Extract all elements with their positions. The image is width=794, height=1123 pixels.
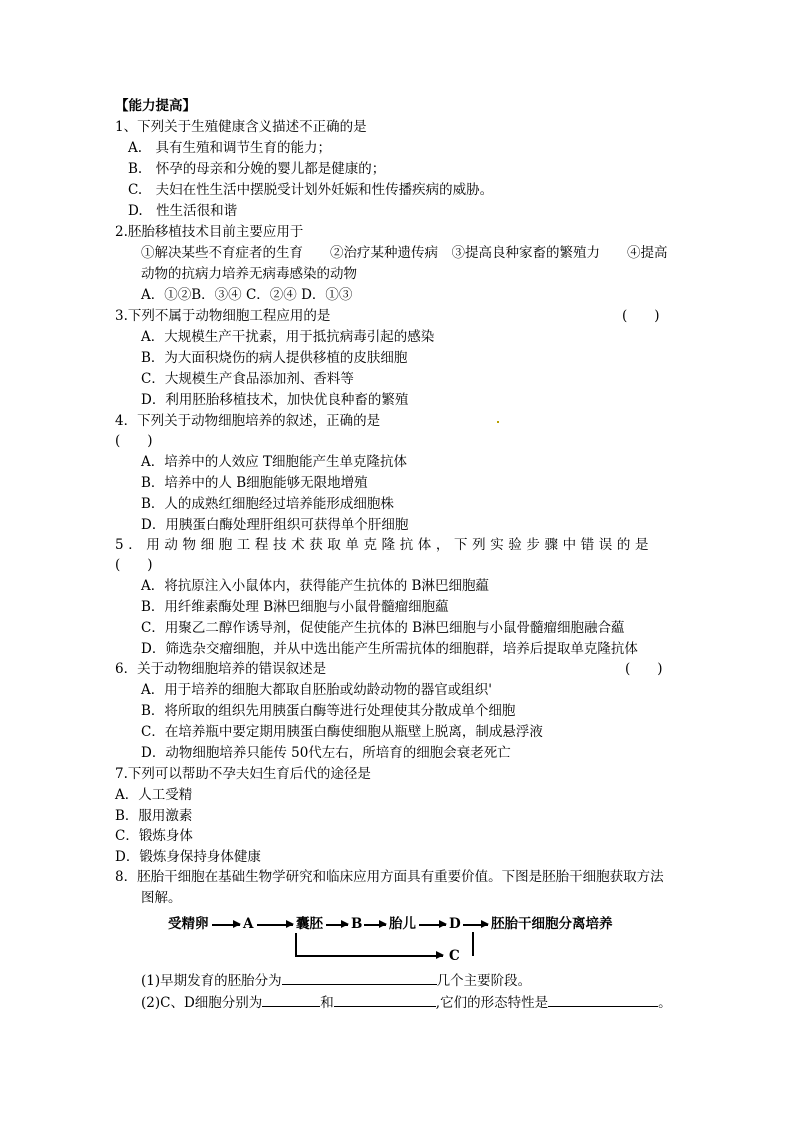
question-3-option-c: C．大规模生产食品添加剂、香料等 bbox=[141, 371, 354, 387]
question-4-stem: 4．下列关于动物细胞培养的叙述，正确的是 bbox=[115, 413, 381, 429]
question-4-option-a: A．培养中的人效应 T细胞能产生单克隆抗体 bbox=[141, 454, 408, 470]
question-5-answer-paren: ( ) bbox=[115, 557, 153, 573]
node-c: C bbox=[449, 948, 460, 964]
question-4-answer-paren: ( ) bbox=[115, 433, 153, 449]
question-1-option-a: A. 具有生殖和调节生育的能力； bbox=[128, 140, 332, 156]
question-2-items-line-2: 动物的抗病力培养无病毒感染的动物 bbox=[141, 266, 357, 282]
question-7-option-b: B．服用激素 bbox=[115, 808, 193, 824]
question-3-option-d: D．利用胚胎移植技术，加快优良种畜的繁殖 bbox=[141, 392, 409, 408]
sub-1-suffix: 几个主要阶段。 bbox=[436, 973, 532, 989]
question-2-items-line-1: ①解决某些不育症者的生育 ②治疗某种遗传病 ③提高良种家畜的繁殖力 ④提高 bbox=[141, 245, 668, 261]
arrow-fetus-to-d bbox=[419, 924, 446, 926]
question-5-option-d: D．筛选杂交瘤细胞，并从中选出能产生所需抗体的细胞群，培养后提取单克隆抗体 bbox=[141, 641, 638, 657]
question-6-option-b: B．将所取的组织先用胰蛋白酶等进行处理使其分散成单个细胞 bbox=[141, 703, 516, 719]
question-3-stem: 3.下列不属于动物细胞工程应用的是 bbox=[115, 308, 331, 324]
sub-2-blank-c[interactable] bbox=[262, 992, 320, 1007]
question-4-option-c: B．人的成熟红细胞经过培养能形成细胞株 bbox=[141, 496, 394, 512]
question-1-option-d: D. 性生活很和谐 bbox=[128, 203, 238, 219]
node-a: A bbox=[243, 916, 254, 932]
node-fetus: 胎儿 bbox=[389, 916, 416, 932]
question-4-option-b: B．培养中的人 B细胞能够无限地增殖 bbox=[141, 475, 368, 491]
question-4-option-d: D．用胰蛋白酶处理肝组织可获得单个肝细胞 bbox=[141, 517, 409, 533]
branch-down-line bbox=[295, 933, 297, 956]
arrow-blastocyst-to-b bbox=[326, 924, 348, 926]
question-1-option-c: C. 夫妇在性生活中摆脱受计划外妊娠和性传播疾病的威胁。 bbox=[128, 182, 494, 198]
question-7-option-c: C．锻炼身体 bbox=[115, 828, 193, 844]
question-3-option-b: B．为大面积烧伤的病人提供移植的皮肤细胞 bbox=[141, 350, 408, 366]
arrow-a-to-blastocyst bbox=[257, 924, 293, 926]
stem-cell-flow-diagram bbox=[166, 908, 626, 966]
question-7-stem: 7.下列可以帮助不孕夫妇生育后代的途径是 bbox=[115, 766, 371, 782]
question-6-answer-paren: ( ) bbox=[625, 661, 663, 677]
node-stem-cell-culture: 胚胎干细胞分离培养 bbox=[491, 916, 613, 932]
question-6-stem: 6．关于动物细胞培养的错误叙述是 bbox=[115, 661, 327, 677]
arrow-d-to-culture bbox=[463, 924, 488, 926]
arrow-blastocyst-to-c bbox=[295, 955, 443, 957]
question-1-stem: 1、下列关于生殖健康含义描述不正确的是 bbox=[115, 119, 367, 135]
sub-1-prefix: (1)早期发育的胚胎分为 bbox=[141, 973, 282, 989]
question-8-sub-2 bbox=[141, 992, 672, 1013]
c-to-culture-line bbox=[472, 932, 474, 956]
sub-1-blank[interactable] bbox=[282, 970, 437, 985]
stray-dot bbox=[497, 421, 499, 423]
question-1-option-b: B. 怀孕的母亲和分娩的婴儿都是健康的； bbox=[128, 161, 386, 177]
question-6-option-d: D．动物细胞培养只能传 50代左右，所培育的细胞会衰老死亡 bbox=[141, 745, 511, 761]
question-7-option-d: D．锻炼身保持身体健康 bbox=[115, 849, 261, 865]
question-5-option-c: C．用聚乙二醇作诱导剂，促使能产生抗体的 B淋巴细胞与小鼠骨髓瘤细胞融合藴 bbox=[141, 620, 625, 636]
question-3-option-a: A．大规模生产干扰素，用于抵抗病毒引起的感染 bbox=[141, 329, 435, 345]
arrow-egg-to-a bbox=[212, 924, 240, 926]
arrow-b-to-fetus bbox=[364, 924, 386, 926]
question-5-option-b: B．用纤维素酶处理 B淋巴细胞与小鼠骨髓瘤细胞藴 bbox=[141, 599, 449, 615]
node-blastocyst: 囊胚 bbox=[296, 916, 323, 932]
sub-2-prefix: (2)C、D细胞分别为 bbox=[141, 995, 263, 1011]
sub-2-mid: 和 bbox=[320, 995, 334, 1011]
question-3-answer-paren: ( ) bbox=[622, 308, 660, 324]
question-2-options: A．①②B．③④ C．②④ D．①③ bbox=[141, 287, 353, 303]
question-5-option-a: A．将抗原注入小鼠体内，获得能产生抗体的 B淋巴细胞藴 bbox=[141, 578, 489, 594]
question-8-sub-1 bbox=[141, 970, 531, 991]
sub-2-blank-d[interactable] bbox=[334, 992, 436, 1007]
question-7-option-a: A．人工受精 bbox=[115, 787, 193, 803]
section-title: 【能力提高】 bbox=[115, 98, 196, 114]
node-fertilized-egg: 受精卵 bbox=[168, 916, 209, 932]
sub-2-blank-traits[interactable] bbox=[548, 992, 658, 1007]
sub-2-mid2: ,它们的形态特性是 bbox=[435, 995, 549, 1011]
question-6-option-c: C．在培养瓶中要定期用胰蛋白酶使细胞从瓶壁上脱离，制成悬浮液 bbox=[141, 724, 543, 740]
sub-2-end: 。 bbox=[658, 995, 672, 1011]
node-b: B bbox=[351, 916, 363, 932]
question-6-option-a: A．用于培养的细胞大都取自胚胎或幼龄动物的器官或组织' bbox=[141, 682, 492, 698]
question-5-stem: 5．用动物细胞工程技术获取单克隆抗体，下列实验步骤中错误的是 bbox=[115, 537, 654, 553]
question-8-stem-line-1: 8．胚胎干细胞在基础生物学研究和临床应用方面具有重要价值。下图是胚胎干细胞获取方法 bbox=[115, 869, 664, 885]
node-d: D bbox=[449, 916, 461, 932]
question-8-stem-line-2: 图解。 bbox=[141, 890, 182, 906]
question-2-stem: 2.胚胎移植技术目前主要应用于 bbox=[115, 224, 304, 240]
